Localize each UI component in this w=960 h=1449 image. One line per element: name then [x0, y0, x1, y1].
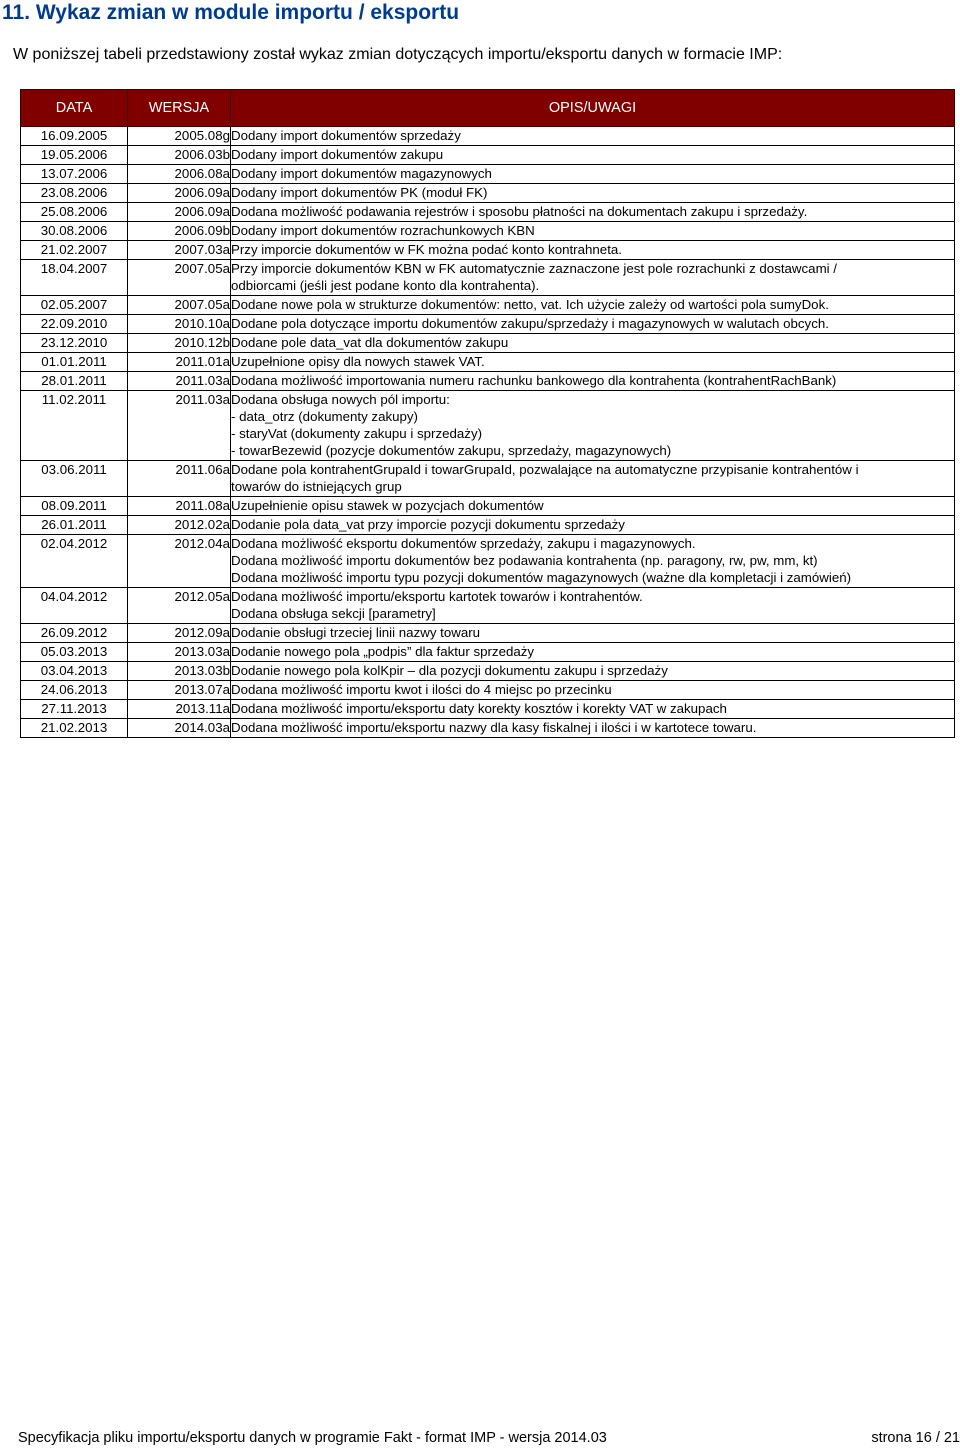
- cell-description: [231, 497, 955, 516]
- description-line: Dodanie pola data_vat przy imporcie pozycji dokumentu sprzedaży: [231, 517, 625, 532]
- cell-date: 25.08.2006: [21, 203, 128, 222]
- cell-description: [231, 222, 955, 241]
- footer-page-number: strona 16 / 21: [871, 1430, 960, 1446]
- table-row: [21, 700, 955, 719]
- table-body: [21, 127, 955, 738]
- header-description: OPIS/UWAGI: [231, 90, 955, 127]
- description-line: Przy imporcie dokumentów w FK można podać konto kontrahneta.: [231, 242, 622, 257]
- cell-date: 26.01.2011: [21, 516, 128, 535]
- table-row: [21, 334, 955, 353]
- cell-date: 03.04.2013: [21, 662, 128, 681]
- cell-description: [231, 662, 955, 681]
- cell-version: 2011.06a: [128, 461, 231, 497]
- table-row: [21, 391, 955, 461]
- cell-version: 2007.03a: [128, 241, 231, 260]
- table-row: [21, 372, 955, 391]
- cell-date: 28.01.2011: [21, 372, 128, 391]
- table-row: [21, 165, 955, 184]
- description-line: Dodana możliwość importu/eksportu daty korekty kosztów i korekty VAT w zakupach: [231, 701, 727, 716]
- cell-version: 2006.09a: [128, 184, 231, 203]
- description-line: Dodana możliwość podawania rejestrów i sposobu płatności na dokumentach zakupu i sprzedaży.: [231, 204, 808, 219]
- table-row: [21, 203, 955, 222]
- cell-version: 2013.11a: [128, 700, 231, 719]
- cell-description: [231, 315, 955, 334]
- description-line: Dodana możliwość importowania numeru rachunku bankowego dla kontrahenta (kontrahentRachBank): [231, 373, 837, 388]
- cell-version: 2010.12b: [128, 334, 231, 353]
- description-line: Uzupełnione opisy dla nowych stawek VAT.: [231, 354, 485, 369]
- table-row: [21, 662, 955, 681]
- description-line: Dodanie obsługi trzeciej linii nazwy towaru: [231, 625, 481, 640]
- description-line: Dodany import dokumentów PK (moduł FK): [231, 185, 488, 200]
- description-line: Przy imporcie dokumentów KBN w FK automatycznie zaznaczone jest pole rozrachunki z dostawcami /: [231, 261, 838, 276]
- cell-date: 05.03.2013: [21, 643, 128, 662]
- cell-version: 2006.03b: [128, 146, 231, 165]
- description-line: Dodana możliwość eksportu dokumentów sprzedaży, zakupu i magazynowych.: [231, 536, 696, 551]
- cell-version: 2012.04a: [128, 535, 231, 588]
- cell-date: 16.09.2005: [21, 127, 128, 146]
- cell-date: 26.09.2012: [21, 624, 128, 643]
- table-row: [21, 624, 955, 643]
- cell-date: 01.01.2011: [21, 353, 128, 372]
- description-line: - towarBezewid (pozycje dokumentów zakupu, sprzedaży, magazynowych): [231, 443, 672, 458]
- description-line: Dodanie nowego pola „podpis” dla faktur sprzedaży: [231, 644, 535, 659]
- description-line: towarów do istniejących grup: [231, 479, 402, 494]
- cell-description: [231, 184, 955, 203]
- cell-description: [231, 334, 955, 353]
- description-line: Dodane nowe pola w strukturze dokumentów: netto, vat. Ich użycie zależy od wartości pola sumyDok.: [231, 297, 829, 312]
- cell-version: 2013.07a: [128, 681, 231, 700]
- cell-version: 2005.08g: [128, 127, 231, 146]
- description-line: Dodana możliwość importu kwot i ilości do 4 miejsc po przecinku: [231, 682, 612, 697]
- header-date: DATA: [21, 90, 128, 127]
- table-row: [21, 315, 955, 334]
- description-line: - data_otrz (dokumenty zakupy): [231, 409, 418, 424]
- cell-version: 2011.03a: [128, 391, 231, 461]
- cell-version: 2010.10a: [128, 315, 231, 334]
- description-line: Dodane pola dotyczące importu dokumentów zakupu/sprzedaży i magazynowych w walutach obcych.: [231, 316, 829, 331]
- cell-version: 2006.09a: [128, 203, 231, 222]
- cell-description: [231, 353, 955, 372]
- cell-version: 2014.03a: [128, 719, 231, 738]
- table-row: [21, 146, 955, 165]
- description-line: odbiorcami (jeśli jest podane konto dla kontrahenta).: [231, 278, 540, 293]
- cell-description: [231, 624, 955, 643]
- cell-date: 23.12.2010: [21, 334, 128, 353]
- table-row: [21, 296, 955, 315]
- cell-date: 22.09.2010: [21, 315, 128, 334]
- cell-date: 21.02.2007: [21, 241, 128, 260]
- table-row: [21, 681, 955, 700]
- cell-version: 2012.05a: [128, 588, 231, 624]
- cell-date: 02.05.2007: [21, 296, 128, 315]
- description-line: - staryVat (dokumenty zakupu i sprzedaży): [231, 426, 483, 441]
- description-line: Dodane pole data_vat dla dokumentów zakupu: [231, 335, 509, 350]
- cell-date: 21.02.2013: [21, 719, 128, 738]
- cell-version: 2006.08a: [128, 165, 231, 184]
- description-line: Dodana możliwość importu/eksportu kartotek towarów i kontrahentów.: [231, 589, 643, 604]
- cell-date: 24.06.2013: [21, 681, 128, 700]
- cell-version: 2011.01a: [128, 353, 231, 372]
- description-line: Dodana obsługa sekcji [parametry]: [231, 606, 436, 621]
- cell-date: 11.02.2011: [21, 391, 128, 461]
- cell-version: 2011.03a: [128, 372, 231, 391]
- description-line: Dodana możliwość importu typu pozycji dokumentów magazynowych (ważne dla kompletacji i zamówień): [231, 570, 852, 585]
- description-line: Dodany import dokumentów sprzedaży: [231, 128, 461, 143]
- cell-description: [231, 643, 955, 662]
- table-row: [21, 497, 955, 516]
- cell-description: [231, 203, 955, 222]
- cell-version: 2012.09a: [128, 624, 231, 643]
- description-line: Dodany import dokumentów rozrachunkowych KBN: [231, 223, 535, 238]
- cell-description: [231, 127, 955, 146]
- cell-description: [231, 391, 955, 461]
- cell-description: [231, 260, 955, 296]
- cell-date: 08.09.2011: [21, 497, 128, 516]
- cell-date: 04.04.2012: [21, 588, 128, 624]
- footer-document-title: Specyfikacja pliku importu/eksportu danych w programie Fakt - format IMP - wersja 2014.03: [18, 1430, 607, 1446]
- changes-table: [20, 89, 955, 738]
- cell-date: 19.05.2006: [21, 146, 128, 165]
- cell-description: [231, 535, 955, 588]
- table-row: [21, 643, 955, 662]
- cell-description: [231, 372, 955, 391]
- table-row: [21, 719, 955, 738]
- table-row: [21, 461, 955, 497]
- cell-date: 03.06.2011: [21, 461, 128, 497]
- cell-version: 2007.05a: [128, 260, 231, 296]
- table-row: [21, 588, 955, 624]
- cell-date: 13.07.2006: [21, 165, 128, 184]
- header-version: WERSJA: [128, 90, 231, 127]
- table-row: [21, 241, 955, 260]
- cell-date: 18.04.2007: [21, 260, 128, 296]
- table-row: [21, 222, 955, 241]
- cell-description: [231, 296, 955, 315]
- cell-description: [231, 588, 955, 624]
- description-line: Dodane pola kontrahentGrupaId i towarGrupaId, pozwalające na automatyczne przypisanie kontrahentów i: [231, 462, 859, 477]
- cell-version: 2012.02a: [128, 516, 231, 535]
- cell-version: 2006.09b: [128, 222, 231, 241]
- cell-version: 2013.03a: [128, 643, 231, 662]
- table-row: [21, 353, 955, 372]
- cell-description: [231, 461, 955, 497]
- description-line: Dodana obsługa nowych pól importu:: [231, 392, 450, 407]
- table-row: [21, 184, 955, 203]
- table-row: [21, 535, 955, 588]
- cell-description: [231, 241, 955, 260]
- cell-description: [231, 516, 955, 535]
- cell-version: 2007.05a: [128, 296, 231, 315]
- cell-description: [231, 681, 955, 700]
- description-line: Dodany import dokumentów magazynowych: [231, 166, 492, 181]
- table-row: [21, 516, 955, 535]
- cell-description: [231, 146, 955, 165]
- description-line: Uzupełnienie opisu stawek w pozycjach dokumentów: [231, 498, 544, 513]
- intro-text: W poniższej tabeli przedstawiony został wykaz zmian dotyczących importu/eksportu danych w formacie IMP:: [13, 46, 783, 63]
- description-line: Dodanie nowego pola kolKpir – dla pozycji dokumentu zakupu i sprzedaży: [231, 663, 668, 678]
- cell-date: 27.11.2013: [21, 700, 128, 719]
- cell-description: [231, 719, 955, 738]
- cell-date: 02.04.2012: [21, 535, 128, 588]
- table-row: [21, 127, 955, 146]
- page-title: 11. Wykaz zmian w module importu / eksportu: [2, 1, 460, 24]
- cell-version: 2013.03b: [128, 662, 231, 681]
- cell-description: [231, 165, 955, 184]
- table-row: [21, 260, 955, 296]
- cell-version: 2011.08a: [128, 497, 231, 516]
- cell-date: 23.08.2006: [21, 184, 128, 203]
- cell-date: 30.08.2006: [21, 222, 128, 241]
- table-header-row: [21, 90, 955, 127]
- description-line: Dodana możliwość importu dokumentów bez podawania kontrahenta (np. paragony, rw, pw, mm, kt): [231, 553, 818, 568]
- description-line: Dodany import dokumentów zakupu: [231, 147, 444, 162]
- cell-description: [231, 700, 955, 719]
- description-line: Dodana możliwość importu/eksportu nazwy dla kasy fiskalnej i ilości i w kartotece towaru.: [231, 720, 757, 735]
